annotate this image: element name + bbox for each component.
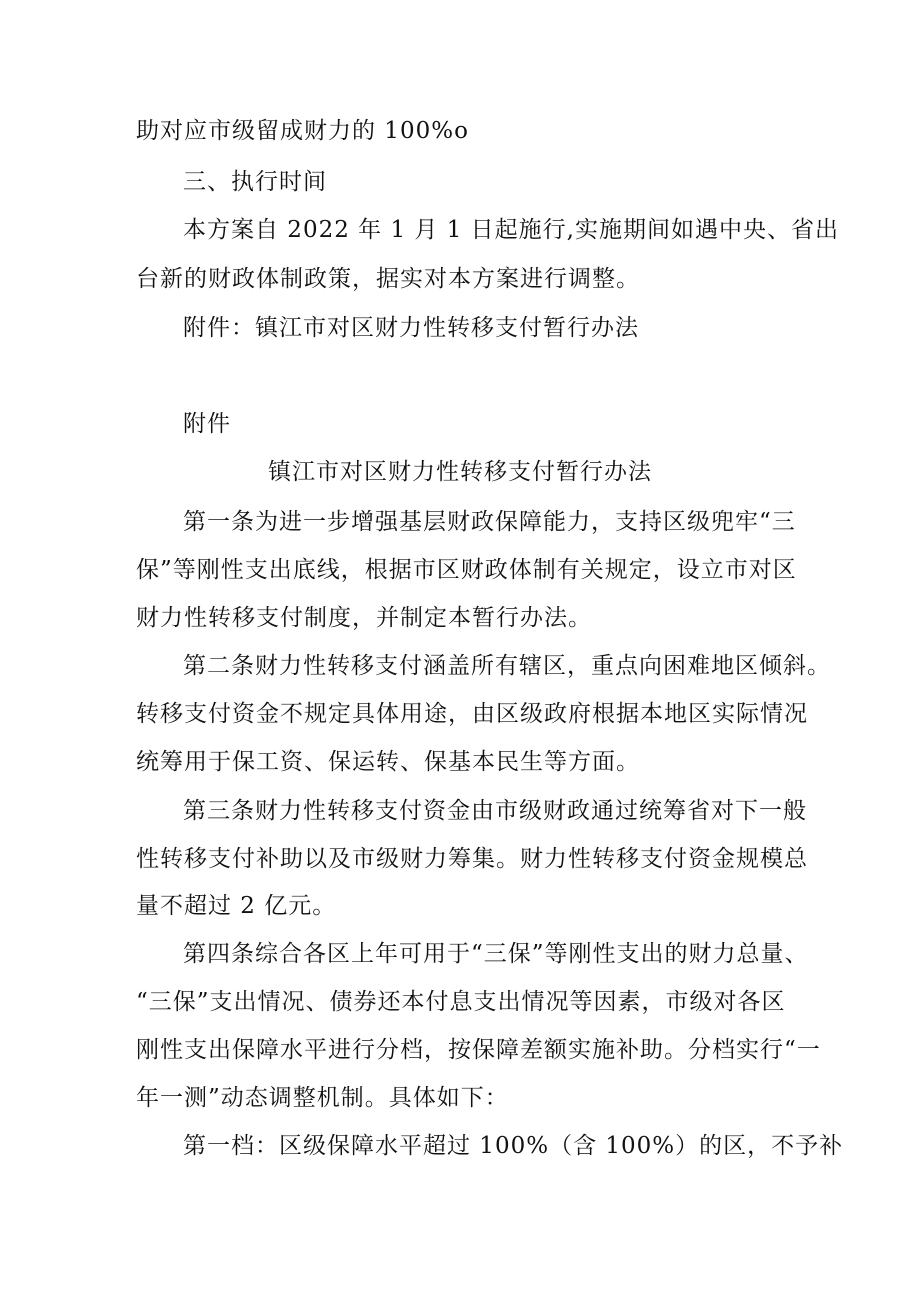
section-heading-execution-time: 三、执行时间	[183, 169, 327, 195]
attachment-reference: 附件：镇江市对区财力性转移支付暂行办法	[183, 315, 639, 341]
article-4-line: 第四条综合各区上年可用于“三保”等刚性支出的财力总量、	[183, 941, 809, 967]
article-3-line: 第三条财力性转移支付资金由市级财政通过统筹省对下一般	[183, 798, 807, 824]
article-1-line: 保”等刚性支出底线，根据市区财政体制有关规定，设立市对区	[136, 557, 797, 583]
article-4-line: 年一测”动态调整机制。具体如下：	[136, 1085, 509, 1111]
attachment-label: 附件	[183, 411, 231, 437]
article-1-line: 财力性转移支付制度，并制定本暂行办法。	[136, 605, 592, 631]
paragraph-continuation-line: 助对应市级留成财力的 100%o	[136, 118, 469, 144]
attachment-title: 镇江市对区财力性转移支付暂行办法	[268, 459, 652, 485]
article-3-line: 性转移支付补助以及市级财力筹集。财力性转移支付资金规模总	[136, 846, 808, 872]
article-1-line: 第一条为进一步增强基层财政保障能力，支持区级兜牢“三	[183, 509, 796, 535]
article-2-line: 第二条财力性转移支付涵盖所有辖区，重点向困难地区倾斜。	[183, 653, 831, 679]
paragraph-line: 本方案自 2022 年 1 月 1 日起施行,实施期间如遇中央、省出	[183, 217, 839, 243]
article-2-line: 转移支付资金不规定具体用途，由区级政府根据本地区实际情况	[136, 701, 808, 727]
article-4-line: 刚性支出保障水平进行分档，按保障差额实施补助。分档实行“一	[136, 1037, 821, 1063]
article-4-line: “三保”支出情况、债券还本付息支出情况等因素，市级对各区	[136, 989, 786, 1015]
tier-1-line: 第一档：区级保障水平超过 100%（含 100%）的区，不予补	[183, 1133, 844, 1159]
article-3-line: 量不超过 2 亿元。	[136, 893, 337, 919]
article-2-line: 统筹用于保工资、保运转、保基本民生等方面。	[136, 749, 640, 775]
paragraph-line: 台新的财政体制政策，据实对本方案进行调整。	[136, 266, 640, 292]
